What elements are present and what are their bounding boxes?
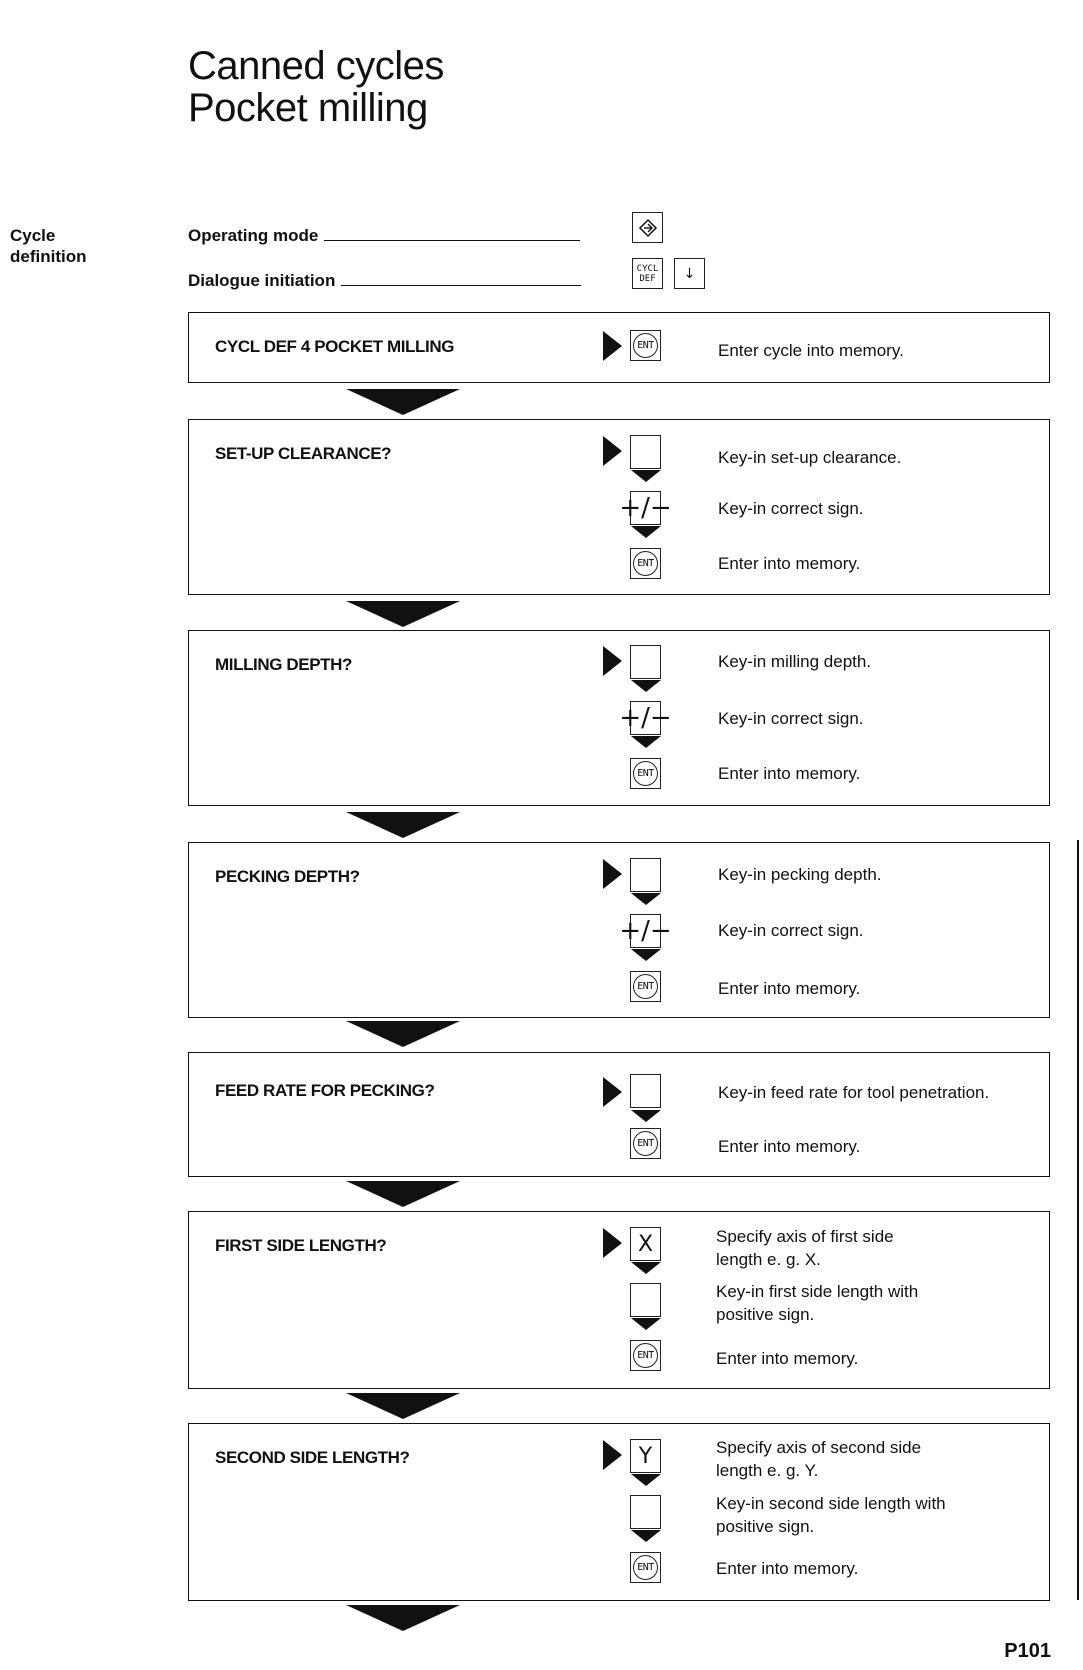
operating-mode-leader-line [324, 240, 580, 241]
operating-mode-label: Operating mode [188, 226, 319, 245]
action-description: Enter cycle into memory. [718, 341, 904, 360]
page-title: Canned cycles [188, 44, 444, 88]
flow-down-arrow-icon [346, 1181, 460, 1207]
x-axis-label: X [637, 1231, 654, 1257]
flow-down-arrow-icon [346, 1605, 460, 1631]
action-description [716, 1492, 946, 1538]
pointer-arrow-icon [603, 331, 622, 361]
section-side-label [10, 225, 86, 267]
action-description: Key-in set-up clearance. [718, 448, 902, 467]
action-description [716, 1280, 918, 1326]
page-number: P101 [1004, 1640, 1051, 1662]
pointer-arrow-icon [603, 1077, 622, 1107]
page-subtitle: Pocket milling [188, 86, 428, 130]
step-down-arrow-icon [631, 736, 661, 748]
step-down-arrow-icon [631, 1318, 661, 1330]
plus-minus-key[interactable] [619, 914, 672, 948]
action-description: Enter into memory. [716, 1559, 859, 1578]
action-description-line-2: positive sign. [716, 1305, 815, 1324]
step-down-arrow-icon [631, 949, 661, 961]
dialogue-prompt: SET-UP CLEARANCE? [215, 444, 392, 463]
dialogue-prompt: MILLING DEPTH? [215, 655, 352, 674]
action-description: Enter into memory. [718, 764, 861, 783]
dialogue-initiation-label: Dialogue initiation [188, 271, 336, 290]
action-description: Key-in pecking depth. [718, 865, 882, 884]
cycl-def-key-label-bottom: DEF [639, 273, 656, 284]
step-down-arrow-icon [631, 1474, 661, 1486]
side-label-line-1: Cycle [10, 226, 56, 245]
numeric-entry-key[interactable] [630, 435, 661, 469]
action-description: Key-in correct sign. [718, 921, 864, 940]
side-label-line-2: definition [10, 247, 87, 266]
action-description-line-1: Specify axis of second side [716, 1438, 922, 1457]
y-axis-label: Y [638, 1443, 653, 1469]
action-description-line-2: positive sign. [716, 1517, 815, 1536]
action-description-line-2: length e. g. X. [716, 1250, 821, 1269]
ent-icon: ENT [633, 333, 658, 358]
ent-icon: ENT [633, 1343, 658, 1368]
ent-icon: ENT [633, 974, 658, 999]
ent-key[interactable] [630, 1128, 661, 1159]
action-description-line-1: Specify axis of first side [716, 1227, 894, 1246]
cycl-def-key[interactable] [632, 258, 663, 289]
plus-minus-icon: +∕− [619, 916, 672, 946]
program-edit-mode-key[interactable] [632, 212, 663, 243]
cycl-def-key-label-top: CYCL [636, 263, 659, 274]
dialogue-prompt: SECOND SIDE LENGTH? [215, 1448, 410, 1467]
action-description: Enter into memory. [718, 554, 861, 573]
action-description-line-2: length e. g. Y. [716, 1461, 819, 1480]
pointer-arrow-icon [603, 1228, 622, 1258]
dialogue-prompt: FEED RATE FOR PECKING? [215, 1081, 435, 1100]
dialogue-step-feed-rate-pecking [188, 1052, 1050, 1177]
ent-key[interactable] [630, 330, 661, 361]
dialogue-prompt: CYCL DEF 4 POCKET MILLING [215, 337, 455, 356]
numeric-entry-key[interactable] [630, 1074, 661, 1108]
action-description: Key-in milling depth. [718, 652, 872, 671]
flow-down-arrow-icon [346, 389, 460, 415]
dialogue-initiation-leader-line [341, 285, 581, 286]
step-down-arrow-icon [631, 1110, 661, 1122]
x-axis-key[interactable] [630, 1227, 661, 1261]
action-description: Enter into memory. [716, 1349, 859, 1368]
arrow-down-icon: ↓ [683, 265, 696, 282]
ent-key[interactable] [630, 758, 661, 789]
ent-icon: ENT [633, 1555, 658, 1580]
pointer-arrow-icon [603, 859, 622, 889]
step-down-arrow-icon [631, 893, 661, 905]
ent-key[interactable] [630, 1340, 661, 1371]
action-description: Enter into memory. [718, 979, 861, 998]
operating-mode-row [188, 226, 580, 246]
pointer-arrow-icon [603, 1440, 622, 1470]
plus-minus-key[interactable] [619, 701, 672, 735]
numeric-entry-key[interactable] [630, 645, 661, 679]
flow-down-arrow-icon [346, 1021, 460, 1047]
ent-key[interactable] [630, 1552, 661, 1583]
plus-minus-key[interactable] [619, 491, 672, 525]
action-description-line-1: Key-in second side length with [716, 1494, 946, 1513]
flow-down-arrow-icon [346, 812, 460, 838]
ent-key[interactable] [630, 548, 661, 579]
action-description: Enter into memory. [718, 1137, 861, 1156]
plus-minus-icon: +∕− [619, 703, 672, 733]
program-edit-mode-icon [638, 218, 658, 238]
numeric-entry-key[interactable] [630, 858, 661, 892]
action-description: Key-in feed rate for tool penetration. [718, 1083, 990, 1102]
action-description-line-1: Key-in first side length with [716, 1282, 919, 1301]
step-down-arrow-icon [631, 526, 661, 538]
y-axis-key[interactable] [630, 1439, 661, 1473]
flow-down-arrow-icon [346, 1393, 460, 1419]
ent-icon: ENT [633, 1131, 658, 1156]
arrow-down-key[interactable] [674, 258, 705, 289]
step-down-arrow-icon [631, 1530, 661, 1542]
ent-icon: ENT [633, 551, 658, 576]
step-down-arrow-icon [631, 680, 661, 692]
action-description [716, 1436, 921, 1482]
numeric-entry-key[interactable] [630, 1283, 661, 1317]
margin-rule [1077, 840, 1079, 1600]
action-description: Key-in correct sign. [718, 709, 864, 728]
pointer-arrow-icon [603, 646, 622, 676]
dialogue-initiation-row [188, 271, 581, 291]
action-description [716, 1225, 894, 1271]
step-down-arrow-icon [631, 470, 661, 482]
flow-down-arrow-icon [346, 601, 460, 627]
numeric-entry-key[interactable] [630, 1495, 661, 1529]
pointer-arrow-icon [603, 436, 622, 466]
plus-minus-icon: +∕− [619, 493, 672, 523]
ent-key[interactable] [630, 971, 661, 1002]
dialogue-prompt: PECKING DEPTH? [215, 867, 360, 886]
step-down-arrow-icon [631, 1262, 661, 1274]
ent-icon: ENT [633, 761, 658, 786]
dialogue-prompt: FIRST SIDE LENGTH? [215, 1236, 387, 1255]
action-description: Key-in correct sign. [718, 499, 864, 518]
